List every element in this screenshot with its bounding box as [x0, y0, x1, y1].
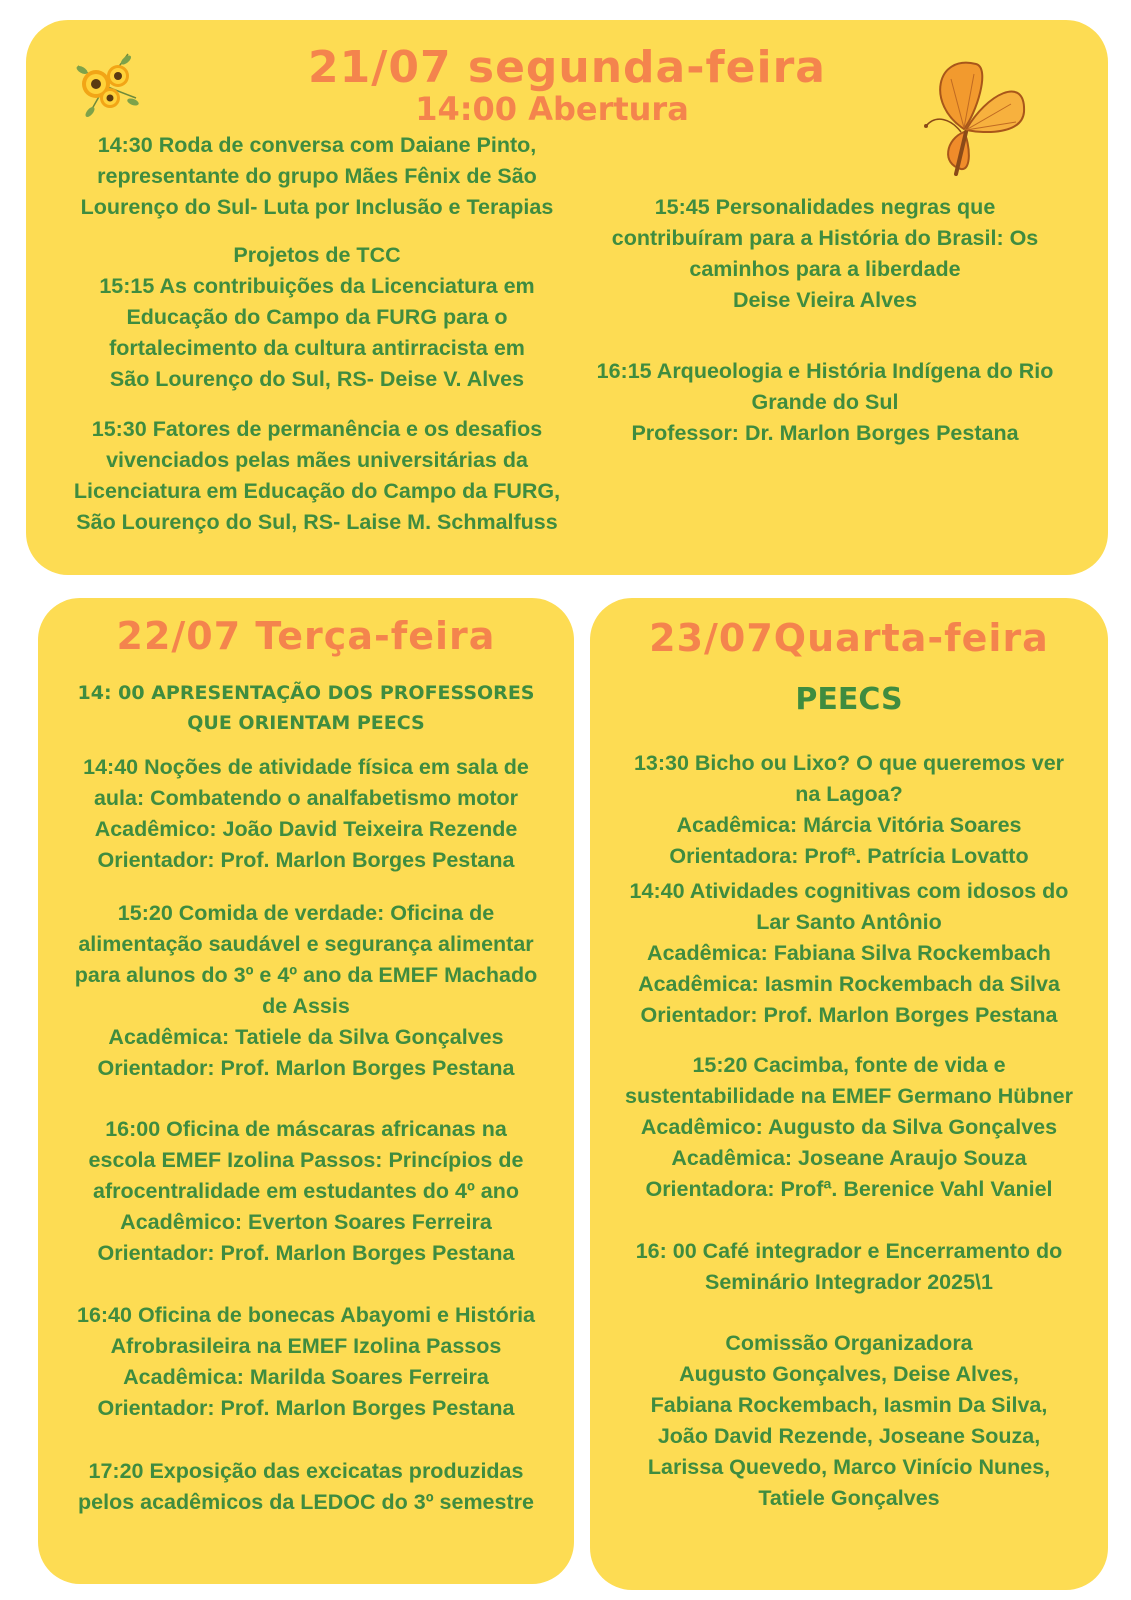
- day2-session-1520: 15:20 Comida de verdade: Oficina de alimentação saudável e segurança alimentar para alunos do 3º e 4º ano da EMEF Machado de Assis Acadêmica: Tatiele da Silva Gonçalves Orientador: Prof. Marlon Borges Pestana: [74, 901, 538, 1080]
- day1-session-1615: 16:15 Arqueologia e História Indígena do Rio Grande do Sul Professor: Dr. Marlon Borges Pestana: [596, 359, 1054, 445]
- day1-session-1530: 15:30 Fatores de permanência e os desafios vivenciados pelas mães universitárias da Licenciatura em Educação do Campo da FURG, São Lourenço do Sul, RS- Laise M. Schmalfuss: [73, 417, 561, 534]
- day2-session-1720: 17:20 Exposição das excicatas produzidas pelos acadêmicos da LEDOC do 3º semestre: [78, 1459, 534, 1514]
- day2-session-1600: 16:00 Oficina de máscaras africanas na escola EMEF Izolina Passos: Princípios de afrocentralidade em estudantes do 4º ano Acadêmico: Everton Soares Ferreira Orientador: Prof. Marlon Borges Pestana: [88, 1117, 524, 1265]
- day1-card: [26, 20, 1108, 575]
- day1-subtitle: 14:00 Abertura: [415, 90, 689, 128]
- day3-session-1330: 13:30 Bicho ou Lixo? O que queremos ver na Lagoa? Acadêmica: Márcia Vitória Soares Orientadora: Profª. Patrícia Lovatto: [633, 751, 1065, 868]
- day3-session-1600: 16: 00 Café integrador e Encerramento do Seminário Integrador 2025\1: [635, 1239, 1063, 1294]
- day3-session-1440: 14:40 Atividades cognitivas com idosos do Lar Santo Antônio Acadêmica: Fabiana Silva Rockembach Acadêmica: Iasmin Rockembach da Silva Orientador: Prof. Marlon Borges Pestana: [629, 879, 1069, 1027]
- day2-session-1440: 14:40 Noções de atividade física em sala de aula: Combatendo o analfabetismo motor Acadêmico: João David Teixeira Rezende Orientador: Prof. Marlon Borges Pestana: [83, 755, 529, 872]
- day1-tcc-projects: Projetos de TCC 15:15 As contribuições da Licenciatura em Educação do Campo da FURG para o fortalecimento da cultura antirracista em São Lourenço do Sul, RS- Deise V. Alves: [99, 243, 535, 391]
- day2-card: [38, 598, 574, 1584]
- day1-session-1430: 14:30 Roda de conversa com Daiane Pinto, representante do grupo Mães Fênix de São Lourenço do Sul- Luta por Inclusão e Terapias: [80, 133, 554, 219]
- day2-session-1640: 16:40 Oficina de bonecas Abayomi e História Afrobrasileira na EMEF Izolina Passos Acadêmica: Marilda Soares Ferreira Orientador: Prof. Marlon Borges Pestana: [76, 1303, 536, 1420]
- day3-card: [590, 598, 1108, 1590]
- day2-title: 22/07 Terça-feira: [116, 614, 496, 658]
- sunflower-icon: [58, 36, 153, 131]
- butterfly-icon: [906, 34, 1036, 184]
- day2-heading: 14: 00 APRESENTAÇÃO DOS PROFESSORES QUE ORIENTAM PEECS: [77, 682, 535, 734]
- day3-heading: PEECS: [795, 682, 903, 717]
- day3-session-1520: 15:20 Cacimba, fonte de vida e sustentabilidade na EMEF Germano Hübner Acadêmico: Augusto da Silva Gonçalves Acadêmica: Joseane Araujo Souza Orientadora: Profª. Berenice Vahl Vaniel: [625, 1053, 1073, 1201]
- day3-organizing-committee: Comissão Organizadora Augusto Gonçalves, Deise Alves, Fabiana Rockembach, Iasmin Da Silva, João David Rezende, Joseane Souza, Larissa Quevedo, Marco Vinício Nunes, Tatiele Gonçalves: [647, 1331, 1051, 1510]
- day1-session-1545: 15:45 Personalidades negras que contribuíram para a História do Brasil: Os caminhos para a liberdade Deise Vieira Alves: [611, 195, 1039, 312]
- day3-title: 23/07Quarta-feira: [649, 616, 1049, 660]
- day1-title: 21/07 segunda-feira: [308, 42, 826, 93]
